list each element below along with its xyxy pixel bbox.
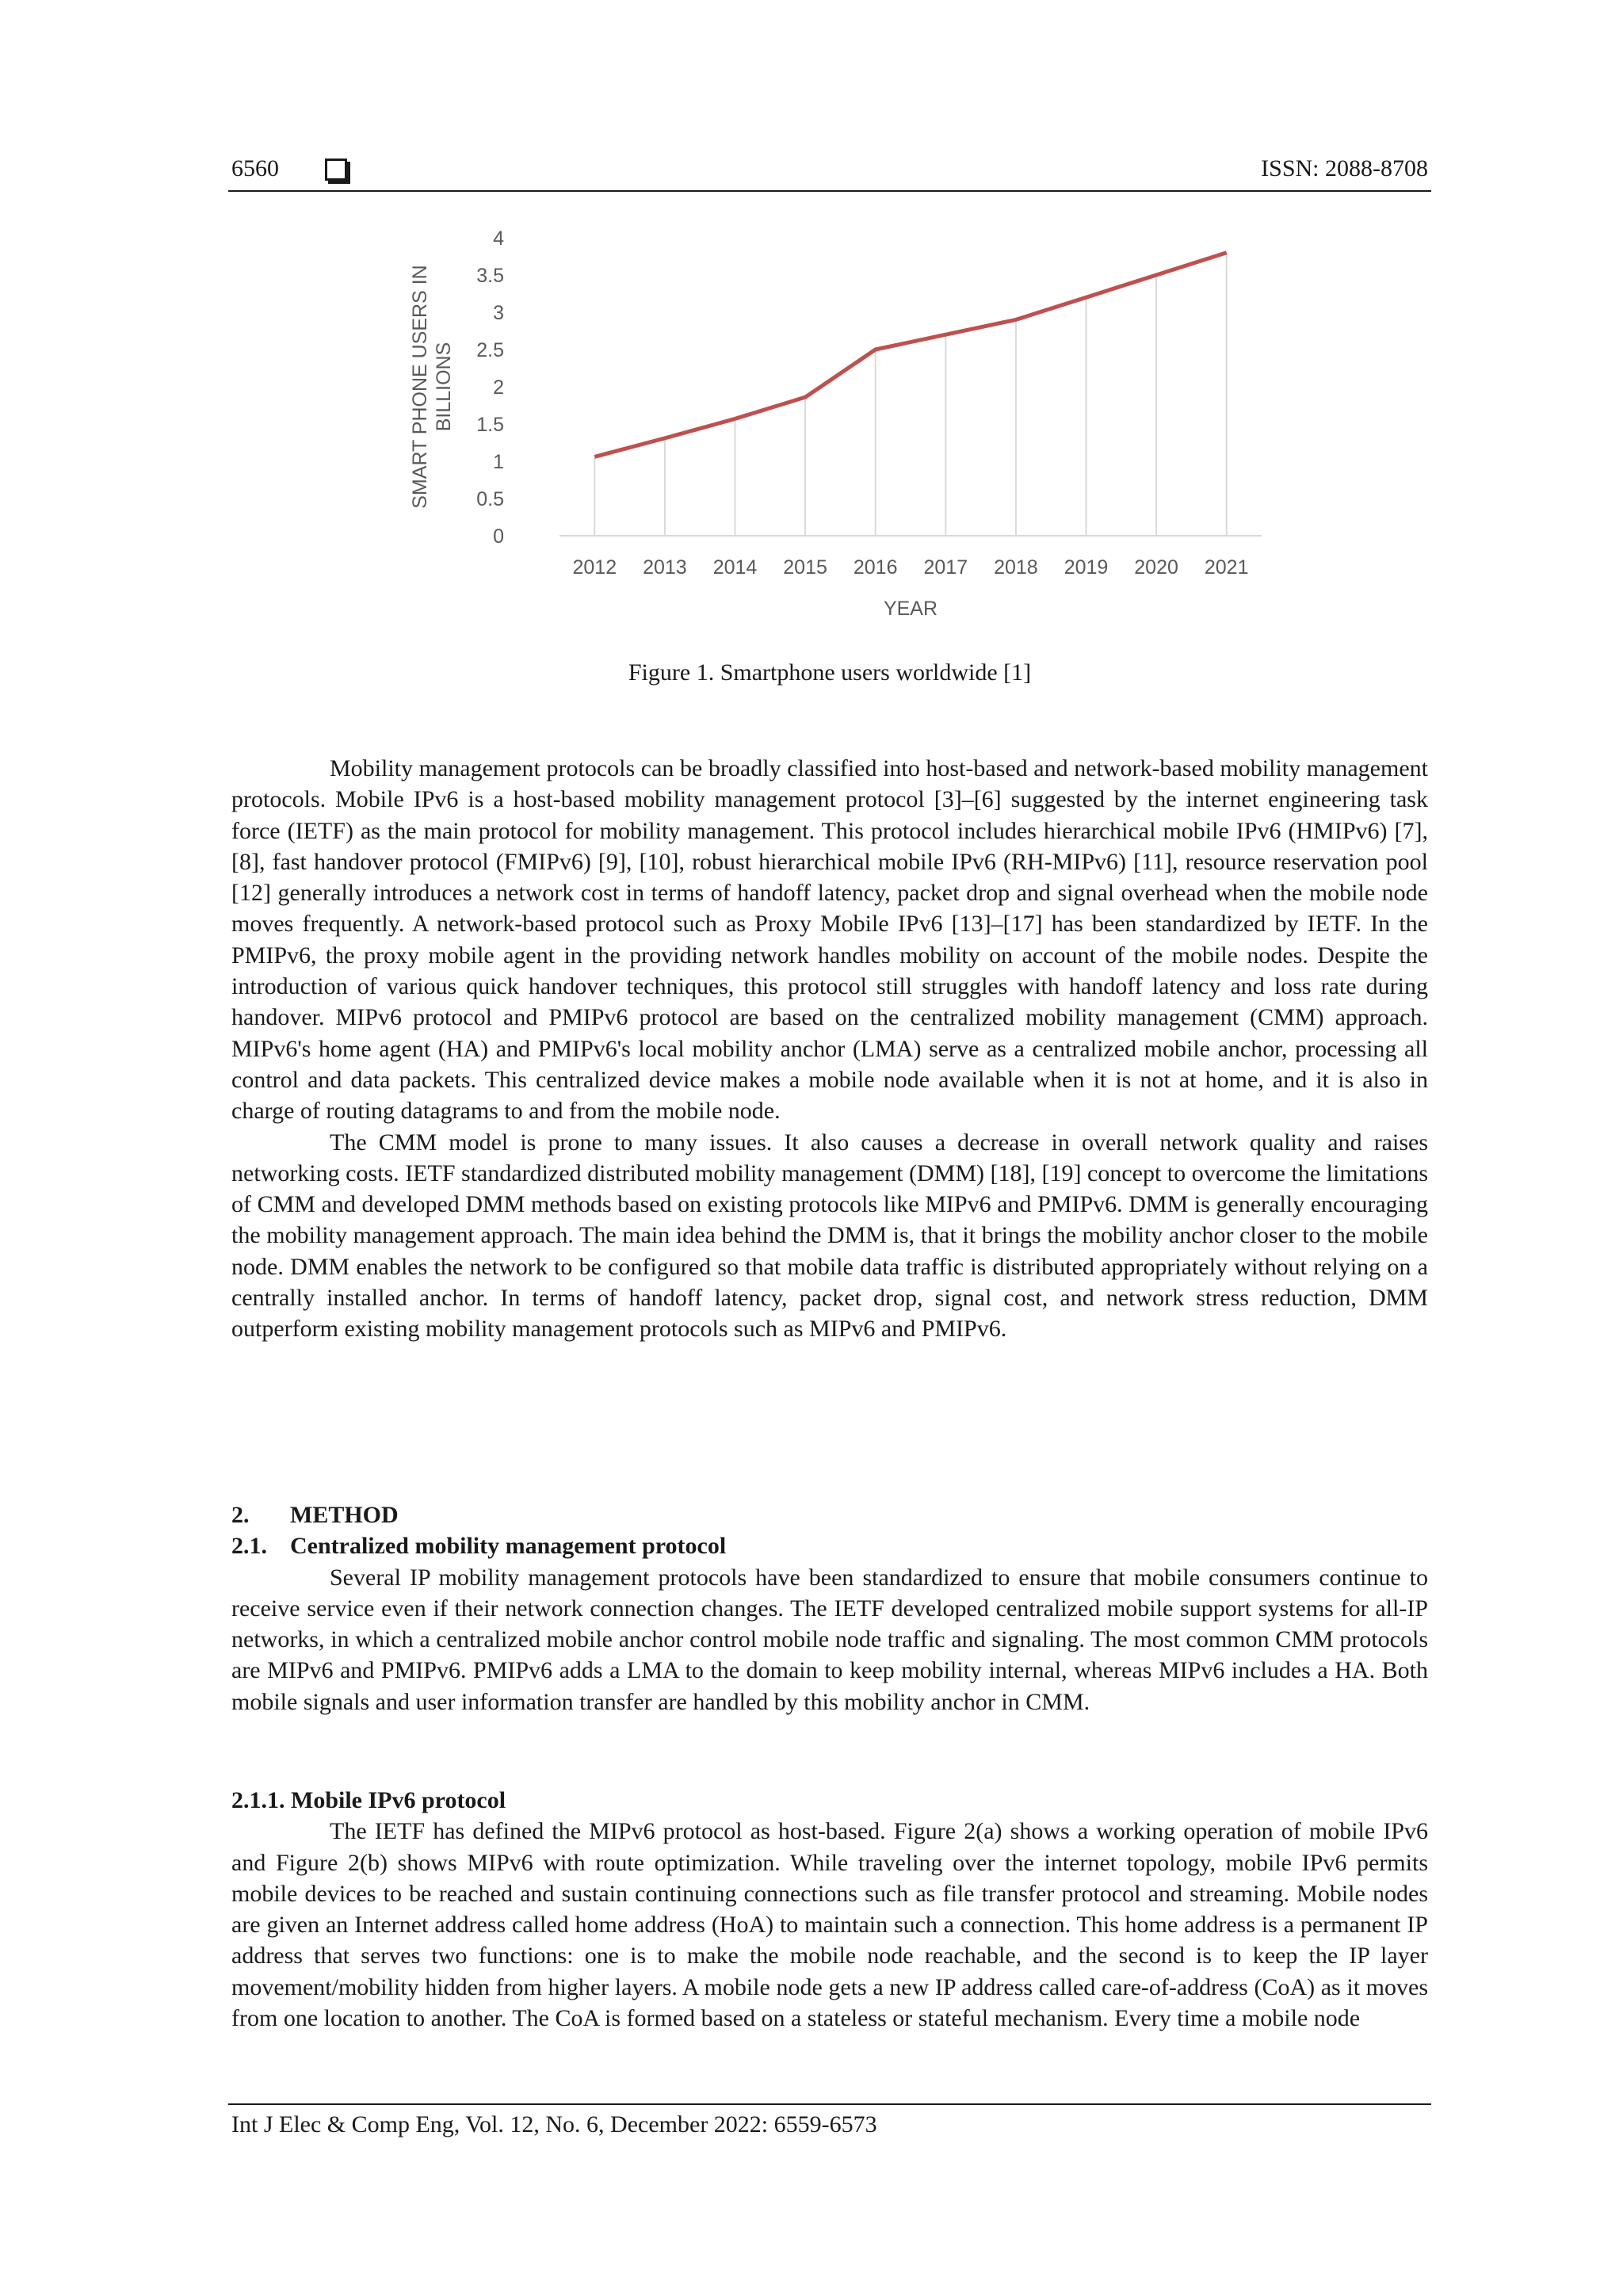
figure-caption: Figure 1. Smartphone users worldwide [1] [628,659,1032,686]
y-tick-label: 2 [493,376,504,399]
page-header [231,155,1428,192]
section-mipv6 [231,1785,1428,2034]
x-tick-label: 2017 [923,556,968,579]
intro-text [231,753,1428,1345]
series-line-smartphone-users [594,253,1226,457]
footer-citation: Int J Elec & Comp Eng, Vol. 12, No. 6, December 2022: 6559-6573 [231,2111,877,2137]
smartphone-users-chart [396,214,1268,626]
y-tick-label: 1 [493,451,504,473]
y-axis-ticks [476,227,504,548]
y-tick-label: 4 [493,227,504,250]
y-axis-title-line: SMART PHONE USERS IN [409,265,431,509]
x-tick-label: 2019 [1064,556,1109,579]
y-tick-label: 2.5 [476,339,504,361]
drop-lines [594,253,1226,536]
x-tick-label: 2021 [1204,556,1249,579]
x-tick-label: 2013 [643,556,687,579]
paragraph: The CMM model is prone to many issues. It also causes a decrease in overall network quality and raises networking costs. IETF standardized distributed mobility management (DMM) [18], [19] concept to overcome the limitations of CMM and developed DMM methods based on existing protocols like MIPv6 and PMIPv6. DMM is generally encouraging the mobility management approach. The main idea behind the DMM is, that it brings the mobility anchor closer to the mobile node. DMM enables the network to be configured so that mobile data traffic is distributed appropriately without relying on a centrally installed anchor. In terms of handoff latency, packet drop, signal cost, and network stress reduction, DMM outperform existing mobility management protocols such as MIPv6 and PMIPv6. [231,1129,1428,1343]
x-axis-title: YEAR [883,598,938,620]
square-bullet-icon [325,159,347,181]
x-tick-label: 2016 [853,556,898,579]
y-axis-title [409,265,455,508]
y-tick-label: 0.5 [476,488,504,510]
x-axis-ticks [572,556,1248,579]
x-tick-label: 2020 [1134,556,1178,579]
section-method [231,1499,1428,1717]
page-number: 6560 [231,155,279,181]
header-rule [228,190,1431,192]
subsubsection-heading: 2.1.1. Mobile IPv6 protocol [231,1787,506,1813]
y-tick-label: 1.5 [476,414,504,436]
paragraph: The IETF has defined the MIPv6 protocol as host-based. Figure 2(a) shows a working operation of mobile IPv6 and Figure 2(b) shows MIPv6 with route optimization. While traveling over the internet topology, mobile IPv6 permits mobile devices to be reached and sustain continuing connections such as file transfer protocol and streaming. Mobile nodes are given an Internet address called home address (HoA) to maintain such a connection. This home address is a permanent IP address that serves two functions: one is to make the mobile node reachable, and the second is to keep the IP layer movement/mobility hidden from higher layers. A mobile node gets a new IP address called care-of-address (CoA) as it moves from one location to another. The CoA is formed based on a stateless or stateful mechanism. Every time a mobile node [231,1818,1428,2032]
section-heading: 2. METHOD [231,1502,399,1528]
y-tick-label: 3.5 [476,265,504,287]
subsection-heading: 2.1. Centralized mobility management protocol [231,1533,727,1560]
y-tick-label: 3 [493,302,504,324]
issn-label: ISSN: 2088-8708 [1261,155,1428,181]
paragraph: Mobility management protocols can be broadly classified into host-based and network-based mobility management protocols. Mobile IPv6 is a host-based mobility management protocol [3]–[6] suggested by the internet engineering task force (IETF) as the main protocol for mobility management. This protocol includes hierarchical mobile IPv6 (HMIPv6) [7], [8], fast handover protocol (FMIPv6) [9], [10], robust hierarchical mobile IPv6 (RH-MIPv6) [11], resource reservation pool [12] generally introduces a network cost in terms of handoff latency, packet drop and signal overhead when the mobile node moves frequently. A network-based protocol such as Proxy Mobile IPv6 [13]–[17] has been standardized by IETF. In the PMIPv6, the proxy mobile agent in the providing network handles mobility on account of the mobile nodes. Despite the introduction of various quick handover techniques, this protocol still struggles with handoff latency and loss rate during handover. MIPv6 protocol and PMIPv6 protocol are based on the centralized mobility management (CMM) approach. MIPv6's home agent (HA) and PMIPv6's local mobility anchor (LMA) serve as a centralized mobile anchor, processing all control and data packets. This centralized device makes a mobile node available when it is not at home, and it is also in charge of routing datagrams to and from the mobile node. [231,755,1428,1125]
x-tick-label: 2018 [994,556,1038,579]
x-tick-label: 2014 [712,556,758,579]
y-tick-label: 0 [493,525,504,548]
y-axis-title-line: BILLIONS [433,342,455,432]
x-tick-label: 2012 [572,556,617,579]
paragraph: Several IP mobility management protocols have been standardized to ensure that mobile consumers continue to receive service even if their network connection changes. The IETF developed centralized mobile support systems for all-IP networks, in which a centralized mobile anchor control mobile node traffic and signaling. The most common CMM protocols are MIPv6 and PMIPv6. PMIPv6 adds a LMA to the domain to keep mobility internal, whereas MIPv6 includes a HA. Both mobile signals and user information transfer are handled by this mobility anchor in CMM. [231,1564,1428,1715]
footer-rule [228,2103,1431,2105]
x-tick-label: 2015 [783,556,827,579]
